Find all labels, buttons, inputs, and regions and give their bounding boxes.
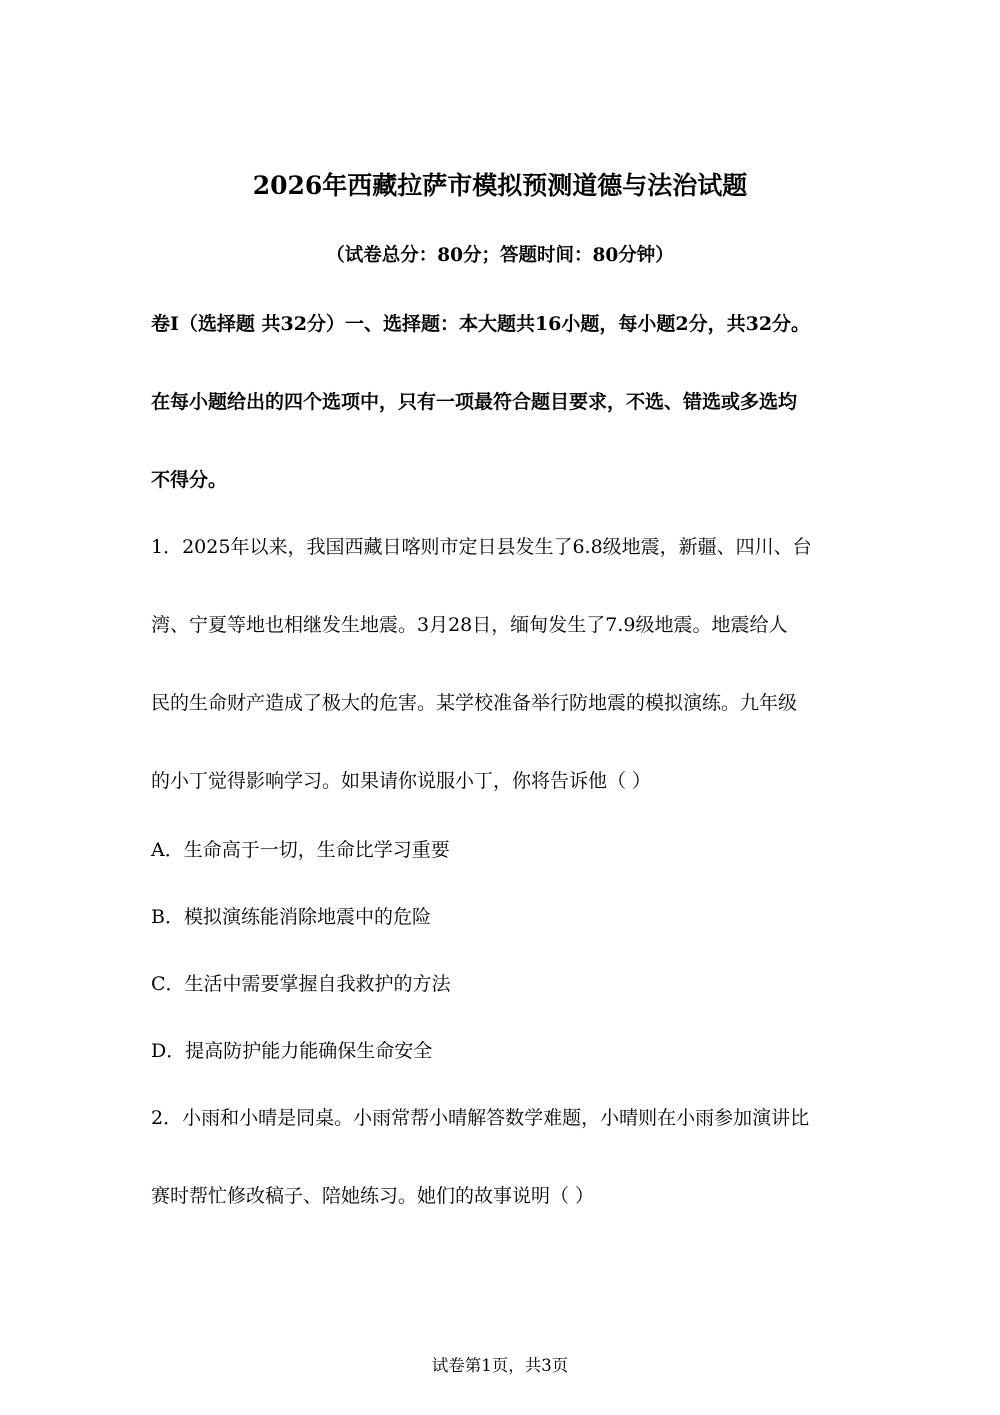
question-1-stem-line-3: 民的生命财产造成了极大的危害。某学校准备举行防地震的模拟演练。九年级 <box>151 692 798 714</box>
question-1-option-d: D．提高防护能力能确保生命安全 <box>151 1040 433 1062</box>
exam-subtitle: （试卷总分：80分；答题时间：80分钟） <box>326 245 674 266</box>
section-header-line-2: 在每小题给出的四个选项中，只有一项最符合题目要求，不选、错选或多选均 <box>151 391 798 413</box>
exam-title: 2026年西藏拉萨市模拟预测道德与法治试题 <box>252 171 748 200</box>
question-1-stem-line-4: 的小丁觉得影响学习。如果请你说服小丁，你将告诉他（ ） <box>151 770 652 792</box>
question-1-stem-line-2: 湾、宁夏等地也相继发生地震。3月28日，缅甸发生了7.9级地震。地震给人 <box>151 614 788 636</box>
section-header-line-3: 不得分。 <box>151 469 228 491</box>
question-1-stem-line-1: 1．2025年以来，我国西藏日喀则市定日县发生了6.8级地震，新疆、四川、台 <box>151 536 812 558</box>
question-2-stem-line-2: 赛时帮忙修改稿子、陪她练习。她们的故事说明（ ） <box>151 1185 595 1207</box>
question-1-option-b: B．模拟演练能消除地震中的危险 <box>151 906 431 928</box>
question-2-stem-line-1: 2．小雨和小晴是同桌。小雨常帮小晴解答数学难题，小晴则在小雨参加演讲比 <box>151 1107 810 1129</box>
question-1-option-c: C．生活中需要掌握自我救护的方法 <box>151 973 451 995</box>
question-1-option-a: A．生命高于一切，生命比学习重要 <box>151 839 450 861</box>
page-footer: 试卷第1页，共3页 <box>431 1356 569 1375</box>
section-header-line-1: 卷I（选择题 共32分）一、选择题：本大题共16小题，每小题2分，共32分。 <box>151 313 811 335</box>
